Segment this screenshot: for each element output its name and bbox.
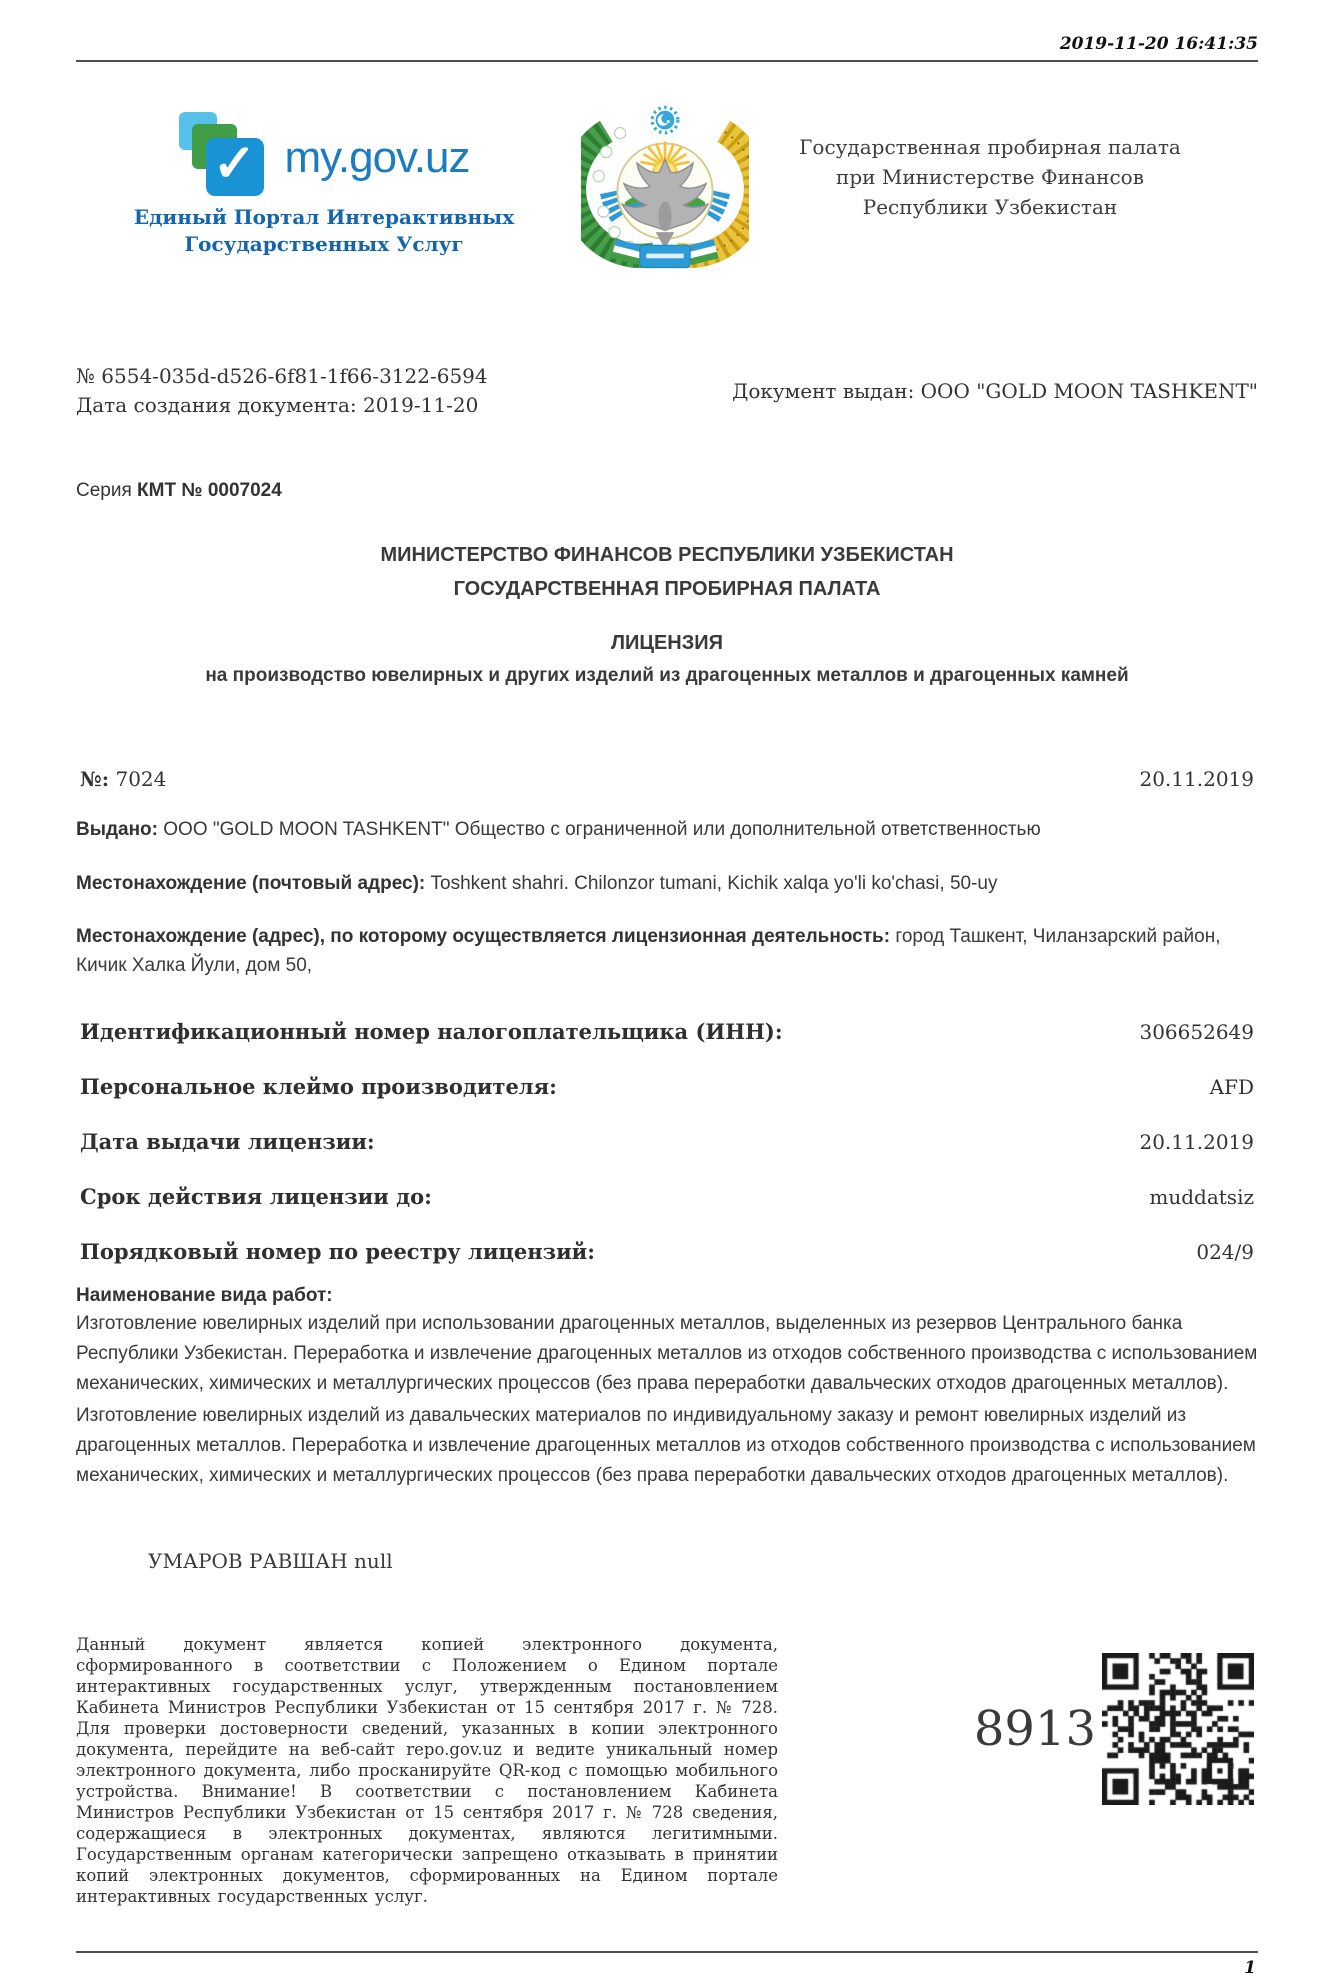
print-timestamp: 2019-11-20 16:41:35	[1059, 34, 1258, 54]
works-paragraph-1: Изготовление ювелирных изделий при использовании драгоценных металлов, выделенных из резервов Центрального банка Республики Узбекистан. Переработка и извлечение драгоценных металлов из отходов собственного производства с использованием механических, химических и металлургических процессов (без права переработки давальческих отходов драгоценных металлов).	[76, 1313, 1258, 1395]
license-subject: на производство ювелирных и других изделий из драгоценных металлов и драгоценных камней	[205, 665, 1129, 686]
document-issued-to: Документ выдан: ООО "GOLD MOON TASHKENT"	[732, 379, 1258, 403]
series-line	[76, 480, 1258, 502]
bottom-divider	[76, 1951, 1258, 1953]
activity-address-value: город Ташкент, Чиланзарский район, Кичик Халка Йули, дом 50,	[76, 926, 1221, 976]
detail-value-valid-until: muddatsiz	[1149, 1185, 1254, 1209]
detail-label-valid-until: Срок действия лицензии до:	[80, 1184, 432, 1209]
authority-line3: Республики Узбекистан	[862, 195, 1118, 219]
chamber-title: ГОСУДАРСТВЕННАЯ ПРОБИРНАЯ ПАЛАТА	[453, 578, 881, 600]
license-number-value: 7024	[115, 767, 167, 791]
portal-subtitle-line2: Государственных Услуг	[184, 232, 464, 256]
qr-code	[1102, 1653, 1254, 1805]
license-title: ЛИЦЕНЗИЯ	[610, 632, 724, 654]
top-divider	[76, 60, 1258, 62]
portal-logo-text: my.gov.uz	[284, 133, 470, 182]
authority-line2: при Министерстве Финансов	[836, 165, 1144, 189]
table-row	[76, 1114, 1258, 1169]
document-number: № 6554-035d-d526-6f81-1f66-3122-6594	[76, 364, 488, 388]
license-number-row	[76, 767, 1258, 791]
signatory-name: УМАРОВ РАВШАН null	[148, 1549, 393, 1574]
issued-label: Выдано:	[76, 819, 158, 840]
postal-address-label: Местонахождение (почтовый адрес):	[76, 872, 426, 894]
series-label: Серия	[76, 480, 132, 501]
document-meta	[76, 362, 1258, 420]
document-created-date: Дата создания документа: 2019-11-20	[76, 393, 479, 417]
legal-disclaimer: Данный документ является копией электронного документа, сформированного в соответствии с Положением о Едином портале интерактивных государственных услуг, утвержденным постановлением Кабинета Министров Республики Узбекистан от 15 сентября 2017 г. № 728. Для проверки достоверности сведений, указанных в копии электронного документа, перейдите на веб-сайт repo.gov.uz и ведите уникальный номер электронного документа, либо просканируйте QR-код с помощью мобильного устройства. Внимание! В соответствии с постановлением Кабинета Министров Республики Узбекистан от 15 сентября 2017 г. № 728 сведения, содержащиеся в электронных документах, являются легитимными. Государственным органам категорически запрещено отказывать в принятии копий электронных документов, сформированных на Едином портале интерактивных государственных услуг.	[76, 1635, 778, 1906]
activity-address-label: Местонахождение (адрес), по которому осуществляется лицензионная деятельность:	[76, 926, 891, 947]
postal-address-value: Toshkent shahri. Chilonzor tumani, Kichik xalqa yo'li ko'chasi, 50-uy	[430, 872, 998, 894]
document-header	[76, 102, 1258, 292]
issued-line	[76, 816, 1258, 845]
mygovuz-logo-icon	[179, 112, 271, 204]
detail-label-stamp: Персональное клеймо производителя:	[80, 1074, 557, 1099]
detail-label-registry-number: Порядковый номер по реестру лицензий:	[80, 1239, 595, 1264]
detail-label-issue-date: Дата выдачи лицензии:	[80, 1129, 375, 1154]
detail-label-inn: Идентификационный номер налогоплательщика (ИНН):	[80, 1019, 783, 1044]
license-number-label: №:	[80, 767, 110, 791]
portal-logo-block	[124, 112, 524, 258]
logo-square-blue	[206, 135, 264, 196]
table-row	[76, 1004, 1258, 1059]
table-row	[76, 1224, 1258, 1279]
issued-value: ООО "GOLD MOON TASHKENT" Общество с ограниченной или дополнительной ответственностью	[163, 819, 1041, 840]
ministry-title: МИНИСТЕРСТВО ФИНАНСОВ РЕСПУБЛИКИ УЗБЕКИСТАН	[380, 544, 954, 566]
detail-value-stamp: AFD	[1209, 1075, 1254, 1099]
detail-value-inn: 306652649	[1139, 1020, 1254, 1044]
document-footer	[76, 1635, 1258, 1907]
authority-title	[790, 132, 1190, 222]
postal-address-line	[76, 870, 1258, 899]
license-date: 20.11.2019	[1139, 767, 1254, 791]
portal-subtitle-line1: Единый Портал Интерактивных	[133, 205, 515, 229]
detail-value-registry-number: 024/9	[1196, 1240, 1254, 1264]
authority-line1: Государственная пробирная палата	[799, 135, 1181, 159]
page-number: 1	[1244, 1958, 1256, 1978]
checkmark-icon: ✓	[212, 135, 257, 193]
uzbekistan-emblem	[581, 102, 749, 287]
table-row	[76, 1169, 1258, 1224]
series-value: КМТ № 0007024	[137, 480, 282, 501]
license-details-table	[76, 1004, 1258, 1279]
table-row	[76, 1059, 1258, 1114]
works-paragraph-2: Изготовление ювелирных изделий из давальческих материалов по индивидуальному заказу и ремонт ювелирных изделий из драгоценных металлов. Переработка и извлечение драгоценных металлов из отходов собственного производства с использованием механических, химических и металлургических процессов (без права переработки давальческих отходов драгоценных металлов).	[76, 1405, 1256, 1487]
detail-value-issue-date: 20.11.2019	[1139, 1130, 1254, 1154]
works-title: Наименование вида работ:	[76, 1285, 333, 1306]
verification-code: 8913	[973, 1701, 1096, 1758]
activity-address-line	[76, 923, 1258, 980]
